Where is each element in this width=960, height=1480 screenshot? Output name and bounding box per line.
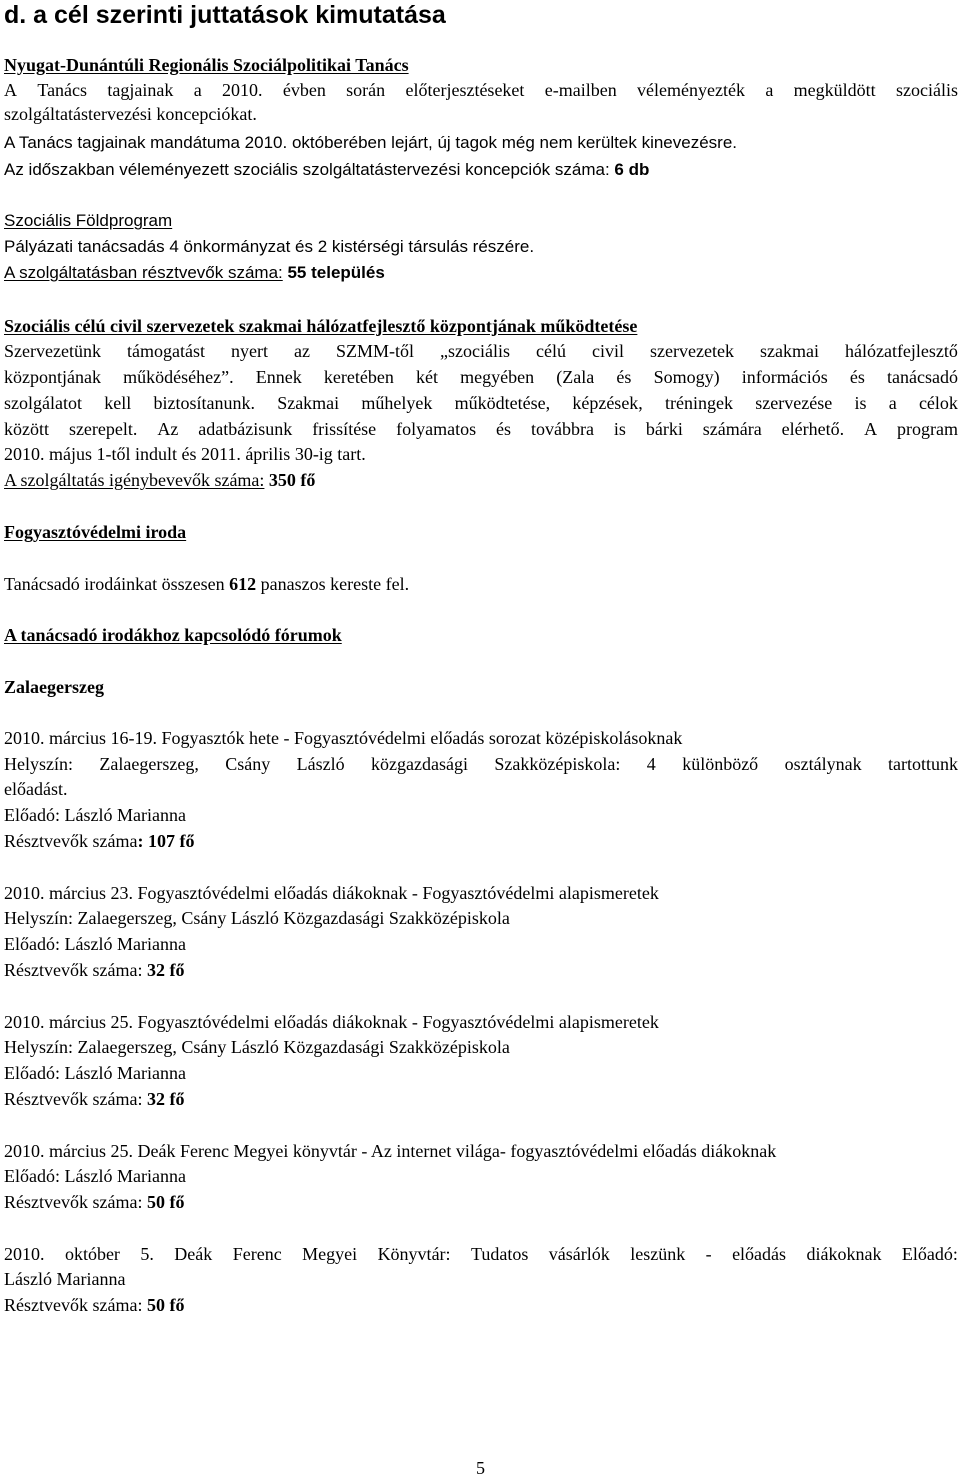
event-title: László Marianna [4,1269,126,1289]
word: célú [536,341,566,361]
word: László [296,754,345,774]
word: október [64,1244,120,1264]
word: osztálynak [784,754,862,774]
word: során [346,80,386,100]
event-participants [4,828,194,854]
stat-label: A szolgáltatásban résztvevők száma: [4,263,283,282]
word: 2010. [222,80,263,100]
event-title: 2010. március 25. Fogyasztóvédelmi előadás diákoknak - Fogyasztóvédelmi alapismeretek [4,1012,659,1032]
word: információs [741,367,828,387]
word: Az [157,419,179,439]
event-participants [4,1292,184,1318]
paragraph-line [4,571,409,597]
paragraph-line [4,390,958,416]
section-heading-land-program [4,208,172,234]
word: és [496,419,512,439]
word: és [849,367,865,387]
event-title: 2010. március 25. Deák Ferenc Megyei könyvtár - Az internet világa- fogyasztóvédelmi előadás diákoknak [4,1141,777,1161]
word: tagjainak [107,80,174,100]
word: 4 [646,754,656,774]
stat-value: 350 fő [264,470,316,490]
city-name: Zalaegerszeg [4,677,104,697]
word: folyamatos [396,419,477,439]
word: támogatást [126,341,205,361]
event-speaker: Előadó: László Marianna [4,1063,186,1083]
event-title: 2010. március 16-19. Fogyasztók hete - Fogyasztóvédelmi előadás sorozat középiskolásoknak [4,728,683,748]
word: A [864,419,878,439]
word: e-mailben [544,80,617,100]
count-value: : 107 fő [137,831,195,851]
word: és [616,367,632,387]
word: két [416,367,438,387]
count-label: Résztvevők száma: [4,960,147,980]
section-heading-council [4,52,409,78]
city-heading [4,674,104,700]
word: előadás [732,1244,787,1264]
word: Somogy) [653,367,720,387]
word: hálózatfejlesztő [844,341,958,361]
event-participants [4,1189,184,1215]
event-title [4,1241,958,1267]
heading-text: A tanácsadó irodákhoz kapcsolódó fórumok [4,625,342,645]
word: A [4,80,17,100]
count-value: 32 fő [146,1089,185,1109]
event-venue [4,751,958,777]
paragraph-line [4,338,958,364]
word: Szakmai [277,393,340,413]
word: tréningek [665,393,734,413]
word: a [888,393,897,413]
word: Könyvtár: [377,1244,451,1264]
complaint-count: 612 [229,574,257,594]
event-participants [4,1086,184,1112]
count-label: Résztvevők száma [4,831,138,851]
word: szakmai [759,341,819,361]
word: közgazdasági [371,754,468,774]
word: szerepelt. [68,419,138,439]
word: a [765,80,774,100]
word: tanácsadó [887,367,958,387]
word: előterjesztéseket [405,80,525,100]
word: Deák [174,1244,213,1264]
page-number: 5 [476,1458,485,1478]
heading-text: Szociális Földprogram [4,211,173,230]
event-venue: Helyszín: Zalaegerszeg, Csány László Közgazdasági Szakközépiskola [4,908,510,928]
word: célok [918,393,958,413]
word: működéséhez”. [123,367,234,387]
section-heading-forums [4,622,342,648]
event-participants [4,957,184,983]
text: Tanácsadó irodáinkat összesen [4,574,230,594]
event-speaker: Előadó: László Marianna [4,805,186,825]
word: nyert [230,341,268,361]
paragraph-line [4,416,958,442]
word: Megyei [302,1244,358,1264]
paragraph-line [4,364,958,390]
word: Ennek [255,367,302,387]
text: panaszos kereste fel. [256,574,410,594]
word: Előadó: [901,1244,958,1264]
word: 5. [140,1244,154,1264]
event-venue: Helyszín: Zalaegerszeg, Csány László Közgazdasági Szakközépiskola [4,1037,510,1057]
word: továbbra [530,419,594,439]
stat-label: Az időszakban véleményezett szociális szolgáltatástervezési koncepciók száma: [4,160,615,179]
word: műhelyek [361,393,433,413]
word: szervezése [755,393,833,413]
event-speaker: Előadó: László Marianna [4,934,186,954]
word: az [293,341,310,361]
word: központjának [4,367,101,387]
word: működtetése, [454,393,551,413]
heading-text: Fogyasztóvédelmi iroda [4,522,187,542]
heading-text: Nyugat-Dunántúli Regionális Szociálpolitikai Tanács [4,55,409,75]
word: 2010. [4,1244,45,1264]
word: is [613,419,626,439]
word: „szociális [440,341,510,361]
word: Tudatos [470,1244,529,1264]
word: között [4,419,49,439]
word: Szervezetünk [4,341,101,361]
word: Ferenc [232,1244,282,1264]
word: szolgálatot [4,393,82,413]
word: Tanács [37,80,88,100]
stat-value: 6 db [614,160,650,179]
paragraph-line: A Tanács tagjainak mandátuma 2010. októberében lejárt, új tagok még nem kerültek kinevezésre. [4,133,738,152]
count-label: Résztvevők száma: [4,1192,147,1212]
count-label: Résztvevők száma: [4,1089,147,1109]
word: adatbázisunk [198,419,293,439]
word: Zalaegerszeg, [99,754,199,774]
word: frissítése [312,419,377,439]
word: megyében [460,367,535,387]
paragraph-line: szolgáltatástervezési koncepciókat. [4,104,257,124]
word: keretében [323,367,394,387]
word: program [897,419,958,439]
heading-text: Szociális célú civil szervezetek szakmai hálózatfejlesztő központjának működtetése [4,316,638,336]
paragraph-line: 2010. május 1-től indult és 2011. április 30-ig tart. [4,444,366,464]
word: képzések, [572,393,643,413]
section-heading-consumer-office [4,519,186,545]
section-heading-civil-network [4,313,637,339]
paragraph-line [4,157,649,183]
event-speaker: Előadó: László Marianna [4,1166,186,1186]
word: megküldött [793,80,876,100]
word: Szakközépiskola: [494,754,621,774]
paragraph-line [4,77,958,103]
word: - [705,1244,712,1264]
word: tartottunk [887,754,958,774]
word: leszünk [630,1244,686,1264]
word: is [854,393,867,413]
word: véleményezték [637,80,745,100]
word: (Zala [556,367,595,387]
count-value: 50 fő [146,1295,185,1315]
count-label: Résztvevők száma: [4,1295,147,1315]
word: szervezetek [650,341,734,361]
word: civil [592,341,624,361]
word: kell [104,393,132,413]
word: diákoknak [806,1244,882,1264]
stat-line [4,260,385,286]
word: a [193,80,202,100]
word: biztosítanunk. [153,393,255,413]
event-title: 2010. március 23. Fogyasztóvédelmi előadás diákoknak - Fogyasztóvédelmi alapismeretek [4,883,659,903]
word: vásárlók [548,1244,610,1264]
word: Helyszín: [4,754,73,774]
word: SZMM-től [335,341,414,361]
stat-line [4,467,315,493]
word: bárki [645,419,683,439]
word: évben [282,80,326,100]
stat-label: A szolgáltatás igénybevevők száma: [4,470,265,490]
word: Csány [225,754,271,774]
paragraph-line: Pályázati tanácsadás 4 önkormányzat és 2 kistérségi társulás részére. [4,237,535,256]
word: különböző [682,754,759,774]
stat-value: 55 település [282,263,385,282]
page-title: d. a cél szerinti juttatások kimutatása [4,1,446,29]
count-value: 32 fő [146,960,185,980]
word: számára [702,419,762,439]
word: elérhető. [781,419,845,439]
event-venue: előadást. [4,779,68,799]
word: szociális [895,80,958,100]
count-value: 50 fő [146,1192,185,1212]
